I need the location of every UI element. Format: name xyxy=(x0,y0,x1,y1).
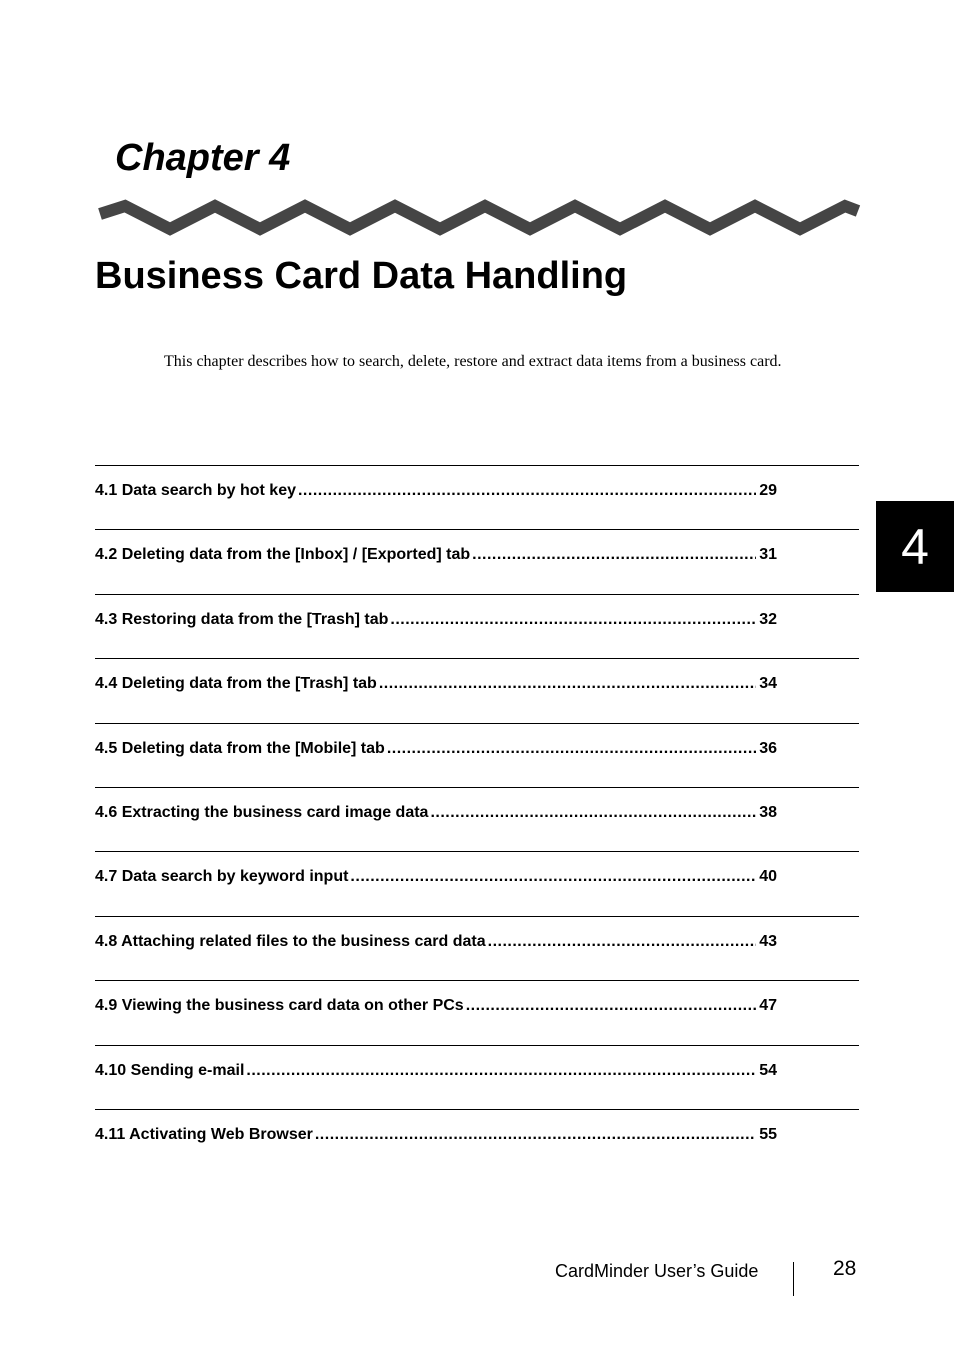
toc-entry-title: 4.10 Sending e-mail xyxy=(95,1061,245,1079)
toc-dot-leader xyxy=(350,867,756,887)
footer-guide-title: CardMinder User’s Guide xyxy=(555,1261,759,1281)
toc-dot-leader xyxy=(466,996,757,1016)
toc-entry-page: 54 xyxy=(759,1061,777,1079)
toc-entry-title: 4.5 Deleting data from the [Mobile] tab xyxy=(95,739,385,757)
toc-entry-page: 38 xyxy=(759,803,777,821)
toc-entry-title: 4.4 Deleting data from the [Trash] tab xyxy=(95,675,377,693)
toc-entry-page: 34 xyxy=(759,675,777,693)
toc-entry-page: 55 xyxy=(759,1125,777,1143)
chapter-label: Chapter 4 xyxy=(115,137,291,179)
toc-entry-page: 40 xyxy=(759,868,777,886)
toc-entry-4-10[interactable] xyxy=(95,1045,859,1109)
toc-entry-4-7[interactable] xyxy=(95,851,859,915)
footer-divider xyxy=(793,1262,794,1296)
toc-dot-leader xyxy=(390,610,756,630)
chapter-thumb-tab xyxy=(876,501,954,592)
toc-dot-leader xyxy=(387,739,756,759)
toc-dot-leader xyxy=(379,674,756,694)
zigzag-divider xyxy=(0,190,954,250)
toc-dot-leader xyxy=(488,932,757,952)
toc-entry-4-1[interactable] xyxy=(95,465,859,529)
toc-entry-page: 36 xyxy=(759,739,777,757)
toc-entry-4-4[interactable] xyxy=(95,658,859,722)
toc-entry-4-11[interactable] xyxy=(95,1109,859,1173)
toc-entry-title: 4.1 Data search by hot key xyxy=(95,482,296,499)
toc-entry-title: 4.6 Extracting the business card image data xyxy=(95,803,429,821)
chapter-intro: This chapter describes how to search, delete, restore and extract data items from a business card. xyxy=(164,353,782,370)
table-of-contents xyxy=(95,465,859,1173)
toc-entry-4-2[interactable] xyxy=(95,529,859,593)
footer-page-number: 28 xyxy=(833,1257,857,1280)
toc-entry-4-5[interactable] xyxy=(95,723,859,787)
toc-dot-leader xyxy=(315,1125,756,1145)
toc-dot-leader xyxy=(430,803,756,823)
toc-dot-leader xyxy=(472,545,756,565)
toc-entry-title: 4.8 Attaching related files to the business card data xyxy=(95,932,486,950)
toc-entry-page: 47 xyxy=(759,997,777,1015)
toc-entry-page: 32 xyxy=(759,610,777,628)
toc-entry-title: 4.7 Data search by keyword input xyxy=(95,868,349,886)
toc-entry-4-6[interactable] xyxy=(95,787,859,851)
toc-entry-title: 4.11 Activating Web Browser xyxy=(95,1125,313,1143)
toc-entry-page: 29 xyxy=(759,482,777,499)
toc-entry-4-9[interactable] xyxy=(95,980,859,1044)
toc-entry-title: 4.9 Viewing the business card data on other PCs xyxy=(95,997,464,1015)
toc-entry-title: 4.3 Restoring data from the [Trash] tab xyxy=(95,610,389,628)
chapter-tab-number: 4 xyxy=(901,518,929,575)
toc-entry-page: 31 xyxy=(759,546,777,564)
toc-entry-4-3[interactable] xyxy=(95,594,859,658)
zigzag-line xyxy=(100,206,858,229)
toc-dot-leader xyxy=(246,1061,756,1081)
toc-entry-title: 4.2 Deleting data from the [Inbox] / [Exported] tab xyxy=(95,546,471,564)
toc-entry-page: 43 xyxy=(759,932,777,950)
toc-dot-leader xyxy=(298,481,756,501)
toc-entry-4-8[interactable] xyxy=(95,916,859,980)
chapter-title: Business Card Data Handling xyxy=(95,255,628,297)
